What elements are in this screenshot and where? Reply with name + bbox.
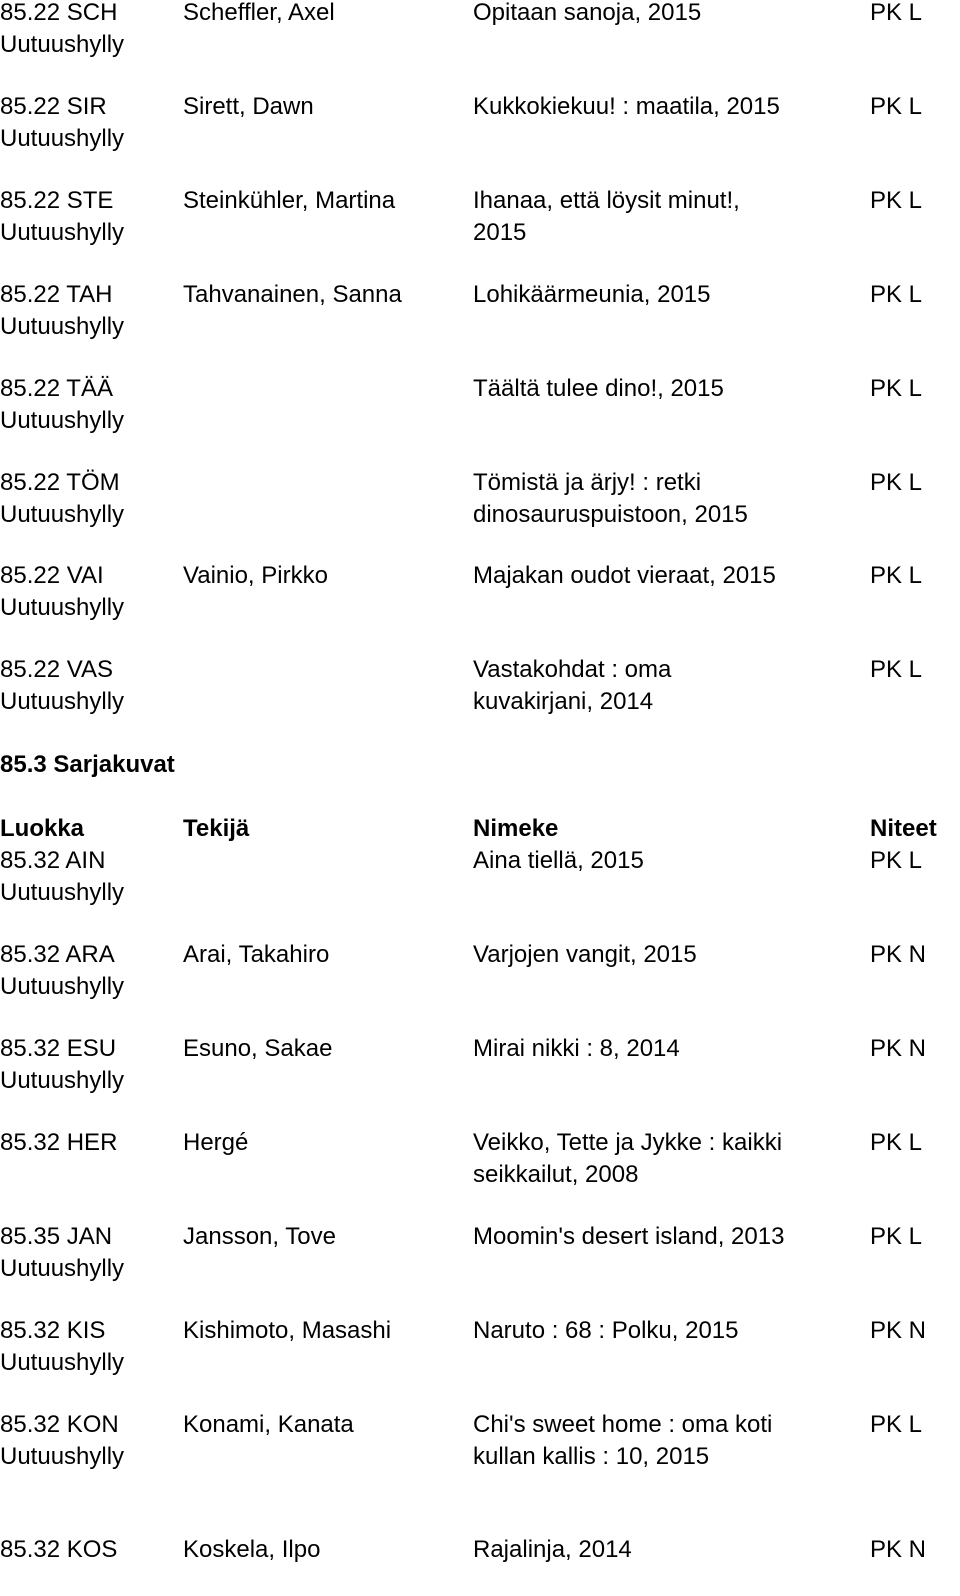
title: Chi's sweet home : oma koti — [473, 1411, 773, 1438]
call-number: 85.35 JAN — [0, 1223, 113, 1250]
copies: PK L — [870, 562, 923, 589]
header-luokka: Luokka — [0, 815, 85, 842]
title: Ihanaa, että löysit minut!, — [473, 187, 740, 214]
title: Moomin's desert island, 2013 — [473, 1223, 785, 1250]
author: Vainio, Pirkko — [183, 562, 328, 589]
call-number: 85.32 AIN — [0, 847, 106, 874]
call-number: 85.32 KOS — [0, 1536, 118, 1563]
copies: PK N — [870, 1317, 927, 1344]
shelf-location: Uutuushylly — [0, 31, 125, 58]
shelf-location: Uutuushylly — [0, 594, 125, 621]
author: Hergé — [183, 1129, 249, 1156]
shelf-location: Uutuushylly — [0, 219, 125, 246]
header-tekija: Tekijä — [183, 815, 250, 842]
author: Sirett, Dawn — [183, 93, 314, 120]
copies: PK L — [870, 656, 923, 683]
title: Opitaan sanoja, 2015 — [473, 0, 702, 26]
call-number: 85.32 HER — [0, 1129, 118, 1156]
copies: PK L — [870, 93, 923, 120]
header-nimeke: Nimeke — [473, 815, 559, 842]
copies: PK L — [870, 375, 923, 402]
section-title: 85.3 Sarjakuvat — [0, 751, 175, 778]
title-continued: kuvakirjani, 2014 — [473, 688, 654, 715]
shelf-location: Uutuushylly — [0, 313, 125, 340]
shelf-location: Uutuushylly — [0, 973, 125, 1000]
title: Mirai nikki : 8, 2014 — [473, 1035, 680, 1062]
title: Kukkokiekuu! : maatila, 2015 — [473, 93, 780, 120]
author: Konami, Kanata — [183, 1411, 354, 1438]
shelf-location: Uutuushylly — [0, 501, 125, 528]
shelf-location: Uutuushylly — [0, 407, 125, 434]
title-continued: seikkailut, 2008 — [473, 1161, 639, 1188]
shelf-location: Uutuushylly — [0, 1443, 125, 1470]
shelf-location: Uutuushylly — [0, 125, 125, 152]
copies: PK L — [870, 187, 923, 214]
copies: PK L — [870, 469, 923, 496]
shelf-location: Uutuushylly — [0, 1255, 125, 1282]
copies: PK L — [870, 0, 923, 26]
call-number: 85.22 TAH — [0, 281, 113, 308]
call-number: 85.32 KON — [0, 1411, 119, 1438]
shelf-location: Uutuushylly — [0, 688, 125, 715]
call-number: 85.22 TÖM — [0, 469, 120, 496]
call-number: 85.22 VAI — [0, 562, 104, 589]
author: Scheffler, Axel — [183, 0, 335, 26]
shelf-location: Uutuushylly — [0, 1349, 125, 1376]
shelf-location: Uutuushylly — [0, 879, 125, 906]
call-number: 85.32 ESU — [0, 1035, 117, 1062]
copies: PK L — [870, 281, 923, 308]
copies: PK N — [870, 1035, 927, 1062]
call-number: 85.22 VAS — [0, 656, 113, 683]
copies: PK L — [870, 1223, 923, 1250]
title: Varjojen vangit, 2015 — [473, 941, 697, 968]
call-number: 85.32 ARA — [0, 941, 115, 968]
copies: PK N — [870, 1536, 927, 1563]
author: Kishimoto, Masashi — [183, 1317, 392, 1344]
copies: PK N — [870, 941, 927, 968]
call-number: 85.32 KIS — [0, 1317, 106, 1344]
copies: PK L — [870, 847, 923, 874]
title: Naruto : 68 : Polku, 2015 — [473, 1317, 739, 1344]
title: Vastakohdat : oma — [473, 656, 672, 683]
author: Arai, Takahiro — [183, 941, 330, 968]
title-continued: 2015 — [473, 219, 527, 246]
header-niteet: Niteet — [870, 815, 937, 842]
call-number: 85.22 TÄÄ — [0, 375, 113, 402]
copies: PK L — [870, 1411, 923, 1438]
title: Rajalinja, 2014 — [473, 1536, 632, 1563]
author: Jansson, Tove — [183, 1223, 336, 1250]
copies: PK L — [870, 1129, 923, 1156]
shelf-location: Uutuushylly — [0, 1067, 125, 1094]
author: Koskela, Ilpo — [183, 1536, 321, 1563]
title: Majakan oudot vieraat, 2015 — [473, 562, 776, 589]
call-number: 85.22 SIR — [0, 93, 107, 120]
title: Tömistä ja ärjy! : retki — [473, 469, 702, 496]
author: Tahvanainen, Sanna — [183, 281, 402, 308]
title: Aina tiellä, 2015 — [473, 847, 644, 874]
call-number: 85.22 STE — [0, 187, 114, 214]
title-continued: dinosauruspuistoon, 2015 — [473, 501, 748, 528]
title: Täältä tulee dino!, 2015 — [473, 375, 724, 402]
author: Steinkühler, Martina — [183, 187, 396, 214]
call-number: 85.22 SCH — [0, 0, 118, 26]
author: Esuno, Sakae — [183, 1035, 333, 1062]
title-continued: kullan kallis : 10, 2015 — [473, 1443, 710, 1470]
title: Lohikäärmeunia, 2015 — [473, 281, 711, 308]
title: Veikko, Tette ja Jykke : kaikki — [473, 1129, 783, 1156]
